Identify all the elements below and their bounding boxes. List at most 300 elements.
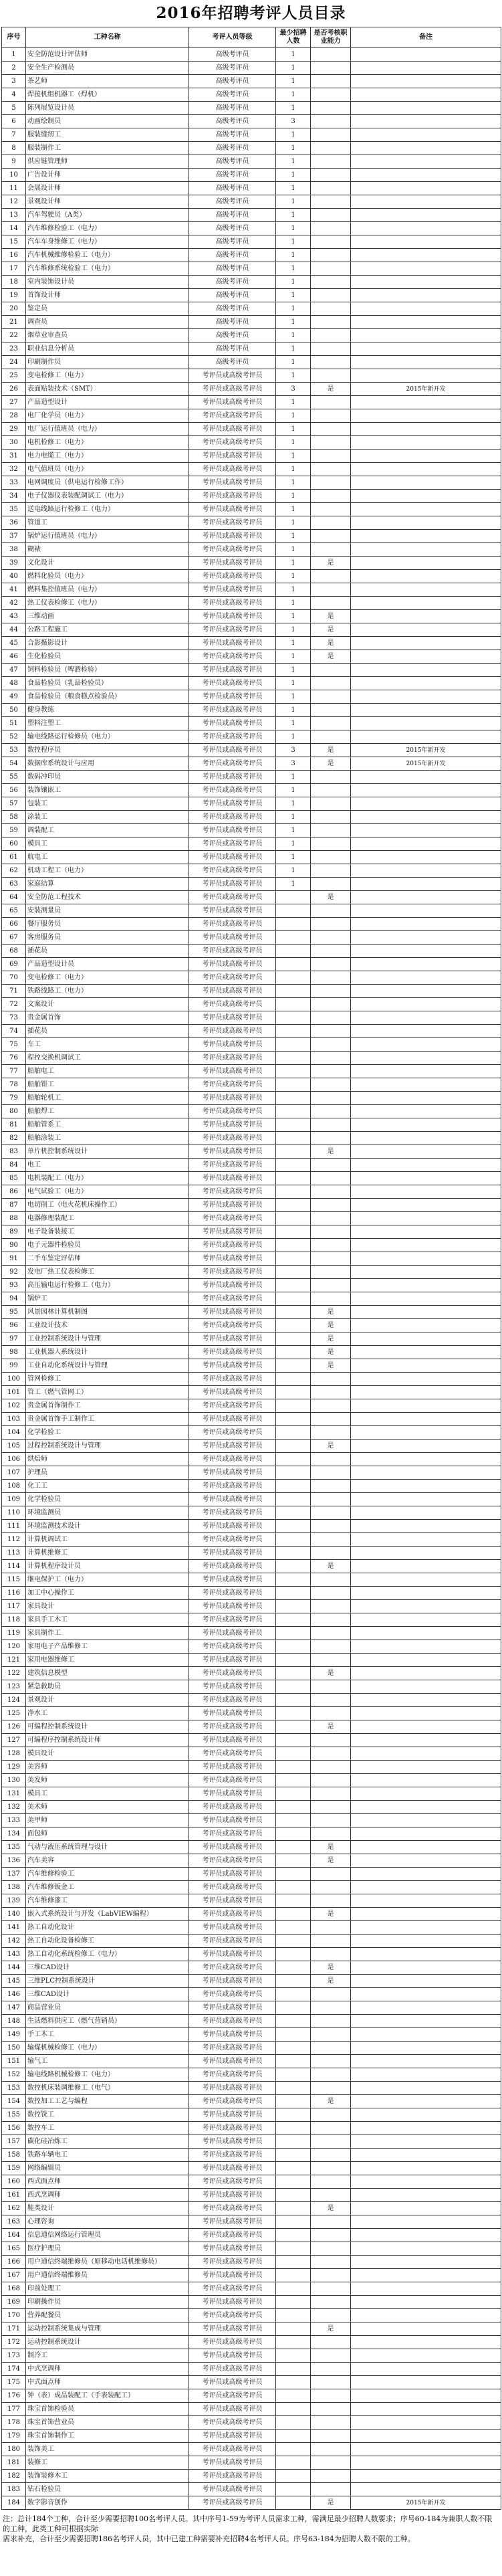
- row-remarks: [351, 797, 501, 811]
- row-trade-name: 动画绘制员: [26, 115, 189, 128]
- row-examiner-level: 考评员或高级考评员: [189, 1038, 276, 1052]
- row-trade-name: 碳化硅冶炼工: [26, 2135, 189, 2149]
- row-min-count: 1: [276, 717, 311, 730]
- row-index: 153: [2, 2082, 26, 2095]
- row-trade-name: 贵金属首饰: [26, 1011, 189, 1025]
- row-ability-check: [311, 516, 351, 530]
- row-remarks: [351, 1185, 501, 1199]
- row-min-count: [276, 1680, 311, 1694]
- row-examiner-level: 考评员或高级考评员: [189, 2015, 276, 2028]
- row-min-count: 1: [276, 62, 311, 75]
- row-examiner-level: 考评员或高级考评员: [189, 2322, 276, 2336]
- row-examiner-level: 考评员或高级考评员: [189, 557, 276, 570]
- row-index: 158: [2, 2149, 26, 2162]
- row-examiner-level: 考评员或高级考评员: [189, 1426, 276, 1440]
- row-ability-check: [311, 2336, 351, 2349]
- row-remarks: [351, 1894, 501, 1908]
- row-index: 88: [2, 1212, 26, 1225]
- table-row: [2, 945, 501, 958]
- row-index: 13: [2, 209, 26, 222]
- row-index: 61: [2, 851, 26, 864]
- row-trade-name: 合影摄影设计: [26, 637, 189, 650]
- row-examiner-level: 考评员或高级考评员: [189, 1145, 276, 1159]
- row-index: 132: [2, 1801, 26, 1814]
- table-row: [2, 1493, 501, 1506]
- table-row: [2, 1573, 501, 1587]
- table-row: [2, 2296, 501, 2309]
- row-index: 96: [2, 1319, 26, 1332]
- row-trade-name: 燃料化验员（电力）: [26, 570, 189, 583]
- row-remarks: [351, 463, 501, 476]
- row-remarks: [351, 88, 501, 102]
- table-row: [2, 128, 501, 142]
- table-row: [2, 1774, 501, 1787]
- row-trade-name: 嵌入式系统设计与开发（LabVIEW编程）: [26, 1908, 189, 1921]
- row-examiner-level: 考评员或高级考评员: [189, 2028, 276, 2042]
- row-min-count: [276, 1373, 311, 1386]
- row-remarks: [351, 623, 501, 637]
- table-row: [2, 2470, 501, 2483]
- row-min-count: [276, 1854, 311, 1868]
- row-min-count: [276, 1466, 311, 1480]
- row-remarks: [351, 2389, 501, 2403]
- row-index: 117: [2, 1600, 26, 1613]
- table-row: [2, 1225, 501, 1239]
- row-remarks: [351, 771, 501, 784]
- row-trade-name: 调装配工: [26, 824, 189, 837]
- row-trade-name: 美发师: [26, 1774, 189, 1787]
- row-trade-name: 船舶电工: [26, 1065, 189, 1078]
- row-trade-name: 安装测量员: [26, 904, 189, 918]
- row-examiner-level: 高级考评员: [189, 48, 276, 62]
- row-index: 33: [2, 476, 26, 490]
- row-min-count: [276, 2068, 311, 2082]
- row-trade-name: 航电工: [26, 851, 189, 864]
- row-ability-check: [311, 1199, 351, 1212]
- row-min-count: [276, 2122, 311, 2135]
- table-row: [2, 1453, 501, 1466]
- row-examiner-level: 考评员或高级考评员: [189, 1814, 276, 1827]
- row-min-count: 1: [276, 209, 311, 222]
- row-examiner-level: 考评员或高级考评员: [189, 2456, 276, 2470]
- row-index: 63: [2, 878, 26, 891]
- row-ability-check: [311, 128, 351, 142]
- row-index: 114: [2, 1560, 26, 1573]
- row-trade-name: 程控交换机调试工: [26, 1052, 189, 1065]
- row-trade-name: 职业信息分析员: [26, 342, 189, 356]
- header-remarks: 备注: [351, 27, 501, 48]
- row-index: 64: [2, 891, 26, 904]
- row-index: 57: [2, 797, 26, 811]
- row-trade-name: 网络编辑员: [26, 2162, 189, 2175]
- row-ability-check: [311, 289, 351, 302]
- row-remarks: [351, 142, 501, 155]
- row-index: 124: [2, 1694, 26, 1707]
- row-examiner-level: 考评员或高级考评员: [189, 2175, 276, 2189]
- row-index: 125: [2, 1707, 26, 1720]
- table-row: [2, 664, 501, 677]
- row-examiner-level: 考评员或高级考评员: [189, 409, 276, 423]
- row-min-count: [276, 1266, 311, 1279]
- row-index: 79: [2, 1092, 26, 1105]
- row-min-count: 1: [276, 48, 311, 62]
- table-row: [2, 583, 501, 597]
- row-trade-name: 装饰镶嵌工: [26, 784, 189, 797]
- row-trade-name: 健身教练: [26, 704, 189, 717]
- row-ability-check: [311, 1399, 351, 1413]
- table-row: [2, 557, 501, 570]
- row-index: 94: [2, 1292, 26, 1306]
- row-trade-name: 热工仪表检修工（电力）: [26, 597, 189, 610]
- row-ability-check: [311, 1011, 351, 1025]
- row-examiner-level: 考评员或高级考评员: [189, 503, 276, 516]
- table-row: [2, 1841, 501, 1854]
- table-row: [2, 2443, 501, 2456]
- row-trade-name: 汽车维修检验工: [26, 1868, 189, 1881]
- row-remarks: [351, 1734, 501, 1747]
- row-min-count: [276, 1667, 311, 1680]
- row-examiner-level: 考评员或高级考评员: [189, 1640, 276, 1654]
- table-row: [2, 2363, 501, 2376]
- row-min-count: 1: [276, 530, 311, 543]
- table-row: [2, 543, 501, 557]
- row-index: 138: [2, 1881, 26, 1894]
- row-min-count: 1: [276, 249, 311, 262]
- table-row: [2, 530, 501, 543]
- row-min-count: [276, 1761, 311, 1774]
- row-index: 36: [2, 516, 26, 530]
- row-ability-check: [311, 1600, 351, 1613]
- footnote-line: 需求补充，合计至少需要招聘186名考评人员，其中已建工种需要补充招聘4名考评人员。序号63-184为招聘人数不限的工种。: [3, 2535, 415, 2543]
- row-ability-check: [311, 2376, 351, 2389]
- row-trade-name: 二手车鉴定评估师: [26, 1252, 189, 1266]
- row-index: 71: [2, 985, 26, 998]
- row-ability-check: [311, 155, 351, 169]
- table-row: [2, 1172, 501, 1185]
- row-examiner-level: 考评员或高级考评员: [189, 1453, 276, 1466]
- row-trade-name: 公路工程施工: [26, 623, 189, 637]
- table-row: [2, 971, 501, 985]
- row-min-count: 1: [276, 570, 311, 583]
- row-index: 45: [2, 637, 26, 650]
- row-index: 103: [2, 1413, 26, 1426]
- table-row: [2, 2229, 501, 2242]
- row-remarks: [351, 811, 501, 824]
- row-examiner-level: 考评员或高级考评员: [189, 1787, 276, 1801]
- footnote-line: 注：总计184个工种，合计至少需要招聘100名考评人员。其中序号1-59为考评人员需求工种，需满足最少招聘人数要求；序号60-184为兼职人数不限的工种，此类工种可根据实际: [3, 2514, 493, 2533]
- row-ability-check: [311, 1533, 351, 1547]
- row-trade-name: 茶艺师: [26, 75, 189, 88]
- row-index: 78: [2, 1078, 26, 1092]
- table-row: [2, 2162, 501, 2175]
- row-trade-name: 车工: [26, 1038, 189, 1052]
- row-ability-check: [311, 2430, 351, 2443]
- row-ability-check: [311, 1948, 351, 1961]
- row-ability-check: [311, 1252, 351, 1266]
- row-remarks: [351, 557, 501, 570]
- row-ability-check: [311, 1894, 351, 1908]
- row-min-count: 1: [276, 851, 311, 864]
- row-examiner-level: 考评员或高级考评员: [189, 1092, 276, 1105]
- row-remarks: [351, 1332, 501, 1346]
- table-row: [2, 2376, 501, 2389]
- row-examiner-level: 考评员或高级考评员: [189, 2055, 276, 2068]
- row-examiner-level: 考评员或高级考评员: [189, 2135, 276, 2149]
- row-examiner-level: 考评员或高级考评员: [189, 1761, 276, 1774]
- row-trade-name: 汽车维修漆工: [26, 1894, 189, 1908]
- row-min-count: [276, 1118, 311, 1132]
- table-row: [2, 2082, 501, 2095]
- row-examiner-level: 考评员或高级考评员: [189, 971, 276, 985]
- row-min-count: [276, 1199, 311, 1212]
- row-min-count: 1: [276, 142, 311, 155]
- row-ability-check: 是: [311, 1560, 351, 1573]
- row-remarks: [351, 1078, 501, 1092]
- row-min-count: [276, 2389, 311, 2403]
- row-examiner-level: 考评员或高级考评员: [189, 1105, 276, 1118]
- table-row: [2, 2282, 501, 2296]
- table-row: [2, 2430, 501, 2443]
- row-remarks: [351, 2456, 501, 2470]
- row-ability-check: [311, 2122, 351, 2135]
- row-index: 24: [2, 356, 26, 369]
- row-ability-check: [311, 1118, 351, 1132]
- row-trade-name: 数控加工工艺与编程: [26, 2095, 189, 2108]
- row-index: 165: [2, 2242, 26, 2256]
- table-row: [2, 757, 501, 771]
- row-index: 133: [2, 1814, 26, 1827]
- row-trade-name: 贵金属首饰制作工: [26, 1399, 189, 1413]
- table-row: [2, 1132, 501, 1145]
- table-row: [2, 302, 501, 316]
- row-ability-check: 是: [311, 757, 351, 771]
- row-index: 174: [2, 2363, 26, 2376]
- row-min-count: [276, 1560, 311, 1573]
- row-trade-name: 美甲师: [26, 1814, 189, 1827]
- row-ability-check: [311, 1239, 351, 1252]
- row-trade-name: 中式烹调师: [26, 2363, 189, 2376]
- row-min-count: [276, 2349, 311, 2363]
- row-index: 121: [2, 1654, 26, 1667]
- row-remarks: [351, 1172, 501, 1185]
- row-remarks: [351, 1921, 501, 1935]
- table-row: [2, 1266, 501, 1279]
- row-examiner-level: 考评员或高级考评员: [189, 1547, 276, 1560]
- row-index: 74: [2, 1025, 26, 1038]
- row-ability-check: [311, 1185, 351, 1199]
- row-ability-check: [311, 235, 351, 249]
- table-row: [2, 463, 501, 476]
- row-min-count: [276, 1225, 311, 1239]
- row-ability-check: [311, 102, 351, 115]
- row-ability-check: [311, 664, 351, 677]
- row-examiner-level: 考评员或高级考评员: [189, 851, 276, 864]
- row-index: 47: [2, 664, 26, 677]
- row-ability-check: [311, 1734, 351, 1747]
- row-examiner-level: 考评员或高级考评员: [189, 744, 276, 757]
- row-trade-name: 鉴定员: [26, 302, 189, 316]
- row-min-count: 1: [276, 169, 311, 182]
- row-min-count: [276, 2028, 311, 2042]
- row-index: 46: [2, 650, 26, 664]
- row-min-count: [276, 1346, 311, 1359]
- row-trade-name: 调查员: [26, 316, 189, 329]
- row-min-count: [276, 1935, 311, 1948]
- row-index: 10: [2, 169, 26, 182]
- row-remarks: [351, 1065, 501, 1078]
- row-min-count: [276, 2403, 311, 2416]
- row-examiner-level: 考评员或高级考评员: [189, 623, 276, 637]
- table-row: [2, 209, 501, 222]
- row-trade-name: 热工自动化设计: [26, 1921, 189, 1935]
- table-row: [2, 195, 501, 209]
- row-examiner-level: 考评员或高级考评员: [189, 945, 276, 958]
- row-ability-check: [311, 2082, 351, 2095]
- row-index: 12: [2, 195, 26, 209]
- row-remarks: [351, 1199, 501, 1212]
- row-index: 97: [2, 1332, 26, 1346]
- row-index: 31: [2, 450, 26, 463]
- row-ability-check: [311, 1627, 351, 1640]
- header-ability-check: 是否考核职业能力: [311, 27, 351, 48]
- table-row: [2, 1613, 501, 1627]
- row-remarks: [351, 1600, 501, 1613]
- table-row: [2, 369, 501, 383]
- row-examiner-level: 考评员或高级考评员: [189, 1252, 276, 1266]
- row-remarks: [351, 1707, 501, 1720]
- row-trade-name: 钻石检验员: [26, 2483, 189, 2496]
- table-row: [2, 744, 501, 757]
- row-trade-name: 数据库系统设计与应用: [26, 757, 189, 771]
- row-trade-name: 模具设计: [26, 1747, 189, 1761]
- row-trade-name: 可编程序控制系统设计师: [26, 1734, 189, 1747]
- row-examiner-level: 考评员或高级考评员: [189, 369, 276, 383]
- row-trade-name: 用户通信终端维修员: [26, 2269, 189, 2282]
- row-index: 167: [2, 2269, 26, 2282]
- row-trade-name: 机动工程工（电力）: [26, 864, 189, 878]
- row-min-count: [276, 1814, 311, 1827]
- row-index: 184: [2, 2496, 26, 2510]
- table-row: [2, 1466, 501, 1480]
- row-trade-name: 船舶涂装工: [26, 1132, 189, 1145]
- row-index: 101: [2, 1386, 26, 1399]
- row-trade-name: 插花员: [26, 1025, 189, 1038]
- row-examiner-level: 考评员或高级考评员: [189, 436, 276, 450]
- row-remarks: [351, 1105, 501, 1118]
- table-row: [2, 1827, 501, 1841]
- row-examiner-level: 考评员或高级考评员: [189, 1935, 276, 1948]
- row-examiner-level: 考评员或高级考评员: [189, 476, 276, 490]
- row-index: 160: [2, 2175, 26, 2189]
- row-ability-check: 是: [311, 1359, 351, 1373]
- row-ability-check: [311, 1092, 351, 1105]
- row-examiner-level: 考评员或高级考评员: [189, 2202, 276, 2215]
- row-remarks: [351, 2269, 501, 2282]
- row-min-count: 1: [276, 155, 311, 169]
- row-examiner-level: 考评员或高级考评员: [189, 1199, 276, 1212]
- row-remarks: [351, 62, 501, 75]
- row-remarks: [351, 423, 501, 436]
- row-index: 120: [2, 1640, 26, 1654]
- table-row: [2, 1199, 501, 1212]
- table-row: [2, 931, 501, 945]
- row-ability-check: [311, 690, 351, 704]
- row-trade-name: 化学检验工: [26, 1426, 189, 1440]
- row-trade-name: 电力电缆工（电力）: [26, 450, 189, 463]
- row-ability-check: [311, 88, 351, 102]
- row-trade-name: 汽车维修检验工（电力）: [26, 222, 189, 235]
- row-ability-check: [311, 2215, 351, 2229]
- row-ability-check: [311, 195, 351, 209]
- row-examiner-level: 考评员或高级考评员: [189, 1680, 276, 1694]
- row-min-count: [276, 1493, 311, 1506]
- row-min-count: [276, 958, 311, 971]
- row-trade-name: 广告设计师: [26, 169, 189, 182]
- table-row: [2, 1252, 501, 1266]
- row-min-count: [276, 2416, 311, 2430]
- row-ability-check: [311, 1547, 351, 1560]
- row-ability-check: [311, 1881, 351, 1894]
- table-row: [2, 2349, 501, 2363]
- row-examiner-level: 高级考评员: [189, 142, 276, 155]
- row-examiner-level: 考评员或高级考评员: [189, 2349, 276, 2363]
- row-examiner-level: 考评员或高级考评员: [189, 1159, 276, 1172]
- row-index: 145: [2, 1975, 26, 1988]
- row-ability-check: 是: [311, 1667, 351, 1680]
- table-row: [2, 516, 501, 530]
- row-trade-name: 气动与液压系统管理与设计: [26, 1841, 189, 1854]
- row-remarks: [351, 1533, 501, 1547]
- row-examiner-level: 考评员或高级考评员: [189, 1011, 276, 1025]
- row-min-count: 1: [276, 516, 311, 530]
- row-remarks: [351, 637, 501, 650]
- row-remarks: [351, 1841, 501, 1854]
- row-trade-name: 安全生产检测员: [26, 62, 189, 75]
- row-examiner-level: 高级考评员: [189, 276, 276, 289]
- row-examiner-level: 考评员或高级考评员: [189, 2229, 276, 2242]
- row-index: 60: [2, 837, 26, 851]
- row-examiner-level: 考评员或高级考评员: [189, 1332, 276, 1346]
- table-row: [2, 1052, 501, 1065]
- row-ability-check: [311, 2189, 351, 2202]
- row-min-count: [276, 1399, 311, 1413]
- row-trade-name: 电机检修工（电力）: [26, 436, 189, 450]
- row-trade-name: 电子元器件检验员: [26, 1239, 189, 1252]
- row-ability-check: [311, 1787, 351, 1801]
- row-trade-name: 景观设计师: [26, 195, 189, 209]
- row-remarks: [351, 302, 501, 316]
- row-min-count: 1: [276, 302, 311, 316]
- row-index: 44: [2, 623, 26, 637]
- row-trade-name: 电气试验工（电力）: [26, 1185, 189, 1199]
- row-index: 16: [2, 249, 26, 262]
- row-examiner-level: 高级考评员: [189, 342, 276, 356]
- row-remarks: [351, 717, 501, 730]
- table-row: [2, 2215, 501, 2229]
- row-remarks: [351, 1814, 501, 1827]
- row-trade-name: 信息通信网络运行管理员: [26, 2229, 189, 2242]
- row-ability-check: [311, 342, 351, 356]
- row-remarks: [351, 1520, 501, 1533]
- row-ability-check: [311, 329, 351, 342]
- row-index: 142: [2, 1935, 26, 1948]
- row-min-count: [276, 1747, 311, 1761]
- table-row: [2, 2149, 501, 2162]
- row-trade-name: 电工: [26, 1159, 189, 1172]
- row-ability-check: [311, 1480, 351, 1493]
- row-remarks: [351, 530, 501, 543]
- page-title: 2016年招聘考评人员目录: [156, 4, 346, 22]
